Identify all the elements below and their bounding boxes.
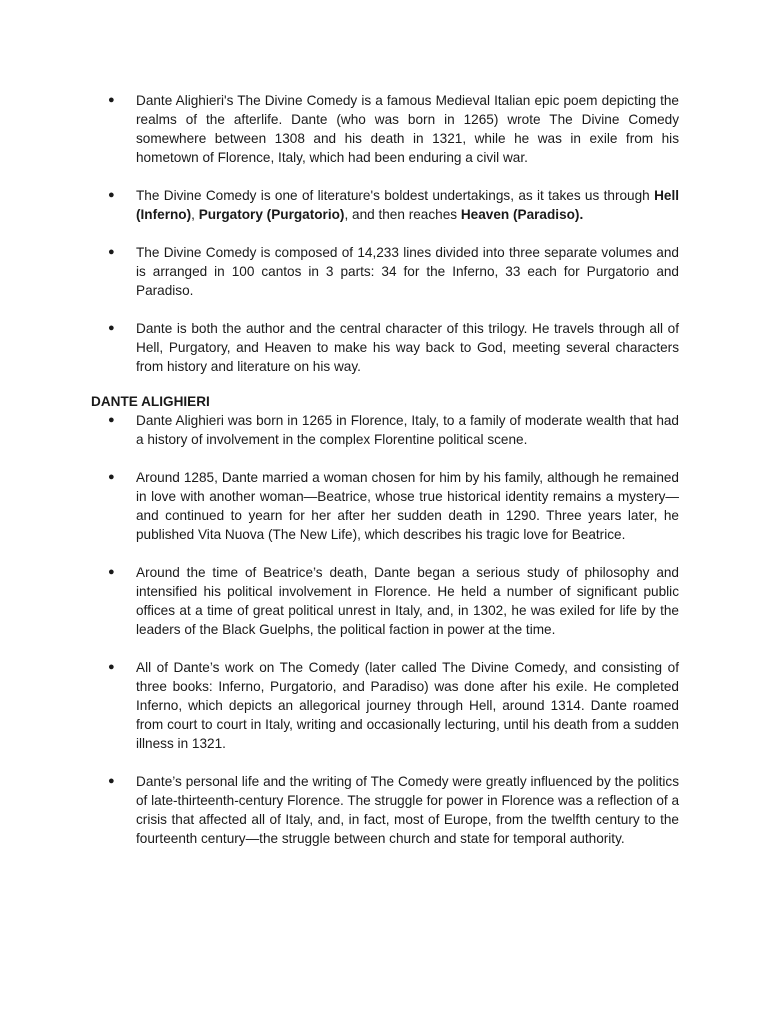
bullet-dot-icon: ● (108, 414, 115, 426)
bullet-text: Dante Alighieri was born in 1265 in Florence, Italy, to a family of moderate wealth that had a history of involvement in the complex Florentine political scene. (136, 413, 679, 447)
bullet-text: The Divine Comedy is one of literature's boldest undertakings, as it takes us through Hell (Inferno), Purgatory (Purgatorio), and then reaches Heaven (Paradiso). (136, 188, 679, 222)
biography-bullet-item (0, 658, 768, 753)
intro-bullet-list (0, 91, 768, 395)
bullet-dot-icon: ● (108, 189, 115, 201)
biography-bullet-list (0, 411, 768, 867)
bullet-dot-icon: ● (108, 775, 115, 787)
bullet-dot-icon: ● (108, 94, 115, 106)
biography-bullet-item (0, 411, 768, 449)
intro-bullet-item (0, 186, 768, 224)
bold-term-inferno: Hell (Inferno) (136, 188, 679, 222)
bullet-text: The Divine Comedy is composed of 14,233 lines divided into three separate volumes and is arranged in 100 cantos in 3 parts: 34 for the Inferno, 33 each for Purgatorio and Paradiso. (136, 245, 679, 298)
bullet-text: Around the time of Beatrice’s death, Dante began a serious study of philosophy and intensified his political involvement in Florence. He held a number of significant public offices at a time of great political unrest in Italy, and, in 1302, he was exiled for life by the leaders of the Black Guelphs, the political faction in power at the time. (136, 565, 679, 637)
bullet-text: Dante’s personal life and the writing of The Comedy were greatly influenced by the politics of late-thirteenth-century Florence. The struggle for power in Florence was a reflection of a crisis that affected all of Italy, and, in fact, most of Europe, from the twelfth century to the fourteenth century—the struggle between church and state for temporal authority. (136, 774, 680, 846)
bullet-dot-icon: ● (108, 322, 115, 334)
biography-bullet-item (0, 772, 768, 848)
bold-term-purgatorio: Purgatory (Purgatorio) (198, 207, 345, 222)
intro-bullet-item (0, 243, 768, 300)
intro-bullet-item (0, 319, 768, 376)
bullet-text: Around 1285, Dante married a woman chosen for him by his family, although he remained in love with another woman—Beatrice, whose true historical identity remains a mystery—and continued to yearn for her after her sudden death in 1290. Three years later, he published Vita Nuova (The New Life), which describes his tragic love for Beatrice. (136, 470, 679, 542)
bullet-text: Dante Alighieri's The Divine Comedy is a famous Medieval Italian epic poem depicting the realms of the afterlife. Dante (who was born in 1265) wrote The Divine Comedy somewhere between 1308 and his death in 1321, while he was in exile from his hometown of Florence, Italy, which had been enduring a civil war. (136, 93, 679, 165)
bullet-dot-icon: ● (108, 471, 115, 483)
biography-bullet-item (0, 468, 768, 544)
section-heading: DANTE ALIGHIERI (91, 394, 210, 409)
bullet-dot-icon: ● (108, 661, 115, 673)
bullet-dot-icon: ● (108, 566, 115, 578)
bold-term-paradiso: Heaven (Paradiso). (460, 207, 584, 222)
intro-bullet-item (0, 91, 768, 167)
bullet-text: Dante is both the author and the central character of this trilogy. He travels through all of Hell, Purgatory, and Heaven to make his way back to God, meeting several characters from history and literature on his way. (136, 321, 679, 374)
biography-bullet-item (0, 563, 768, 639)
bullet-text: All of Dante’s work on The Comedy (later called The Divine Comedy, and consisting of three books: Inferno, Purgatorio, and Paradiso) was done after his exile. He completed Inferno, which depicts an allegorical journey through Hell, around 1314. Dante roamed from court to court in Italy, writing and occasionally lecturing, until his death from a sudden illness in 1321. (136, 660, 679, 751)
bullet-dot-icon: ● (108, 246, 115, 258)
